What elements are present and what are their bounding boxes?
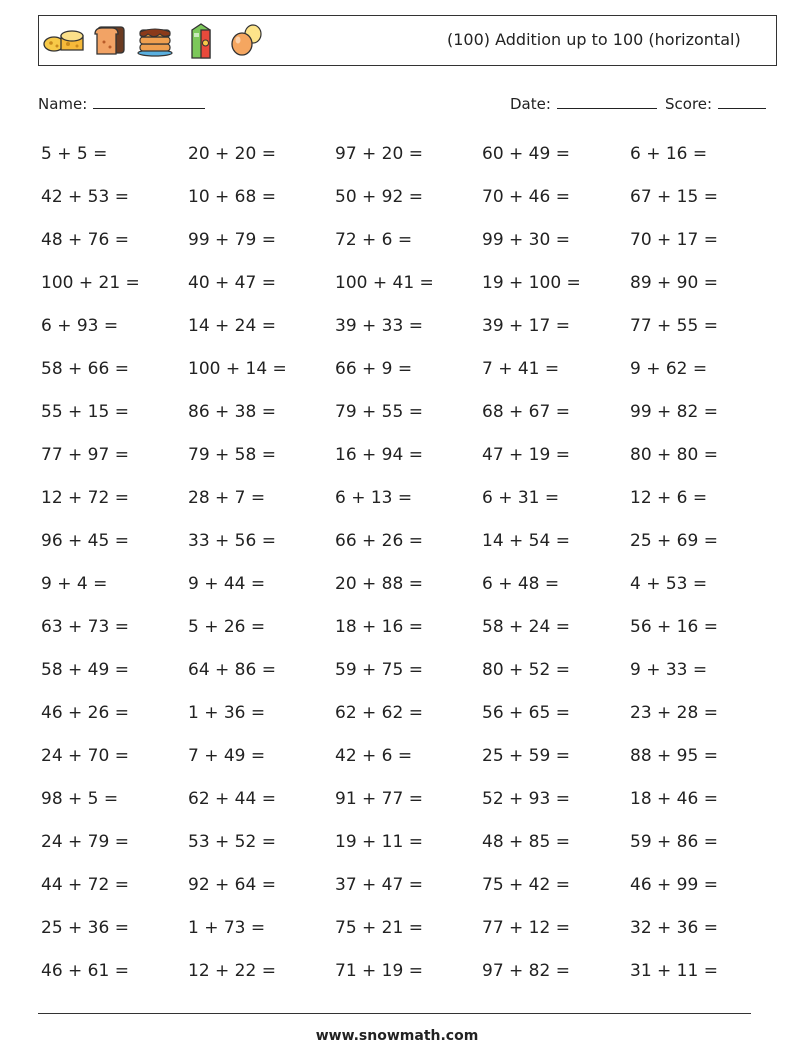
problem-item: 12 + 6 = xyxy=(630,488,708,508)
problem-item: 44 + 72 = xyxy=(41,875,129,895)
egg-icon xyxy=(229,22,265,58)
problem-item: 25 + 69 = xyxy=(630,531,718,551)
problem-item: 58 + 24 = xyxy=(482,617,570,637)
problem-item: 77 + 97 = xyxy=(41,445,129,465)
problem-item: 1 + 73 = xyxy=(188,918,266,938)
problem-item: 6 + 13 = xyxy=(335,488,413,508)
problem-item: 50 + 92 = xyxy=(335,187,423,207)
problem-item: 66 + 9 = xyxy=(335,359,413,379)
problem-item: 18 + 16 = xyxy=(335,617,423,637)
problem-item: 6 + 48 = xyxy=(482,574,560,594)
problem-item: 100 + 41 = xyxy=(335,273,434,293)
problem-item: 58 + 66 = xyxy=(41,359,129,379)
problem-item: 42 + 53 = xyxy=(41,187,129,207)
problem-item: 5 + 5 = xyxy=(41,144,108,164)
problem-item: 75 + 42 = xyxy=(482,875,570,895)
problem-item: 12 + 72 = xyxy=(41,488,129,508)
problem-item: 88 + 95 = xyxy=(630,746,718,766)
problem-item: 64 + 86 = xyxy=(188,660,276,680)
problem-item: 80 + 52 = xyxy=(482,660,570,680)
problem-item: 77 + 12 = xyxy=(482,918,570,938)
problem-item: 10 + 68 = xyxy=(188,187,276,207)
footer-site: www.snowmath.com xyxy=(315,1028,479,1044)
date-field[interactable] xyxy=(510,94,657,113)
problem-item: 71 + 19 = xyxy=(335,961,423,981)
problem-item: 9 + 4 = xyxy=(41,574,108,594)
problem-item: 70 + 46 = xyxy=(482,187,570,207)
problem-item: 39 + 17 = xyxy=(482,316,570,336)
problem-item: 62 + 44 = xyxy=(188,789,276,809)
problem-item: 20 + 20 = xyxy=(188,144,276,164)
problem-item: 20 + 88 = xyxy=(335,574,423,594)
bread-icon xyxy=(92,22,128,58)
problem-item: 37 + 47 = xyxy=(335,875,423,895)
problem-item: 32 + 36 = xyxy=(630,918,718,938)
problem-item: 56 + 16 = xyxy=(630,617,718,637)
name-field[interactable] xyxy=(38,94,205,113)
footer-divider xyxy=(38,1013,751,1014)
problem-item: 25 + 59 = xyxy=(482,746,570,766)
problem-item: 99 + 30 = xyxy=(482,230,570,250)
problem-item: 7 + 41 = xyxy=(482,359,560,379)
problem-item: 72 + 6 = xyxy=(335,230,413,250)
problem-item: 46 + 99 = xyxy=(630,875,718,895)
score-label: Score: xyxy=(665,95,713,113)
problem-item: 67 + 15 = xyxy=(630,187,718,207)
problem-item: 63 + 73 = xyxy=(41,617,129,637)
problem-item: 9 + 33 = xyxy=(630,660,708,680)
problem-item: 28 + 7 = xyxy=(188,488,266,508)
problem-item: 40 + 47 = xyxy=(188,273,276,293)
problem-item: 48 + 85 = xyxy=(482,832,570,852)
problem-item: 16 + 94 = xyxy=(335,445,423,465)
problem-item: 46 + 61 = xyxy=(41,961,129,981)
problem-item: 91 + 77 = xyxy=(335,789,423,809)
problem-item: 18 + 46 = xyxy=(630,789,718,809)
problem-item: 24 + 79 = xyxy=(41,832,129,852)
problem-item: 52 + 93 = xyxy=(482,789,570,809)
problem-item: 12 + 22 = xyxy=(188,961,276,981)
worksheet-title: (100) Addition up to 100 (horizontal) xyxy=(447,30,741,49)
problem-item: 31 + 11 = xyxy=(630,961,718,981)
problem-item: 59 + 75 = xyxy=(335,660,423,680)
problem-item: 9 + 62 = xyxy=(630,359,708,379)
pancake-icon xyxy=(136,22,174,58)
problem-item: 48 + 76 = xyxy=(41,230,129,250)
problem-item: 6 + 16 = xyxy=(630,144,708,164)
problem-item: 55 + 15 = xyxy=(41,402,129,422)
problem-item: 19 + 100 = xyxy=(482,273,581,293)
problem-item: 25 + 36 = xyxy=(41,918,129,938)
problem-item: 56 + 65 = xyxy=(482,703,570,723)
problem-item: 96 + 45 = xyxy=(41,531,129,551)
date-label: Date: xyxy=(510,95,551,113)
problem-item: 39 + 33 = xyxy=(335,316,423,336)
problem-item: 66 + 26 = xyxy=(335,531,423,551)
problem-item: 89 + 90 = xyxy=(630,273,718,293)
problem-item: 97 + 82 = xyxy=(482,961,570,981)
problem-item: 60 + 49 = xyxy=(482,144,570,164)
problem-item: 58 + 49 = xyxy=(41,660,129,680)
problem-item: 70 + 17 = xyxy=(630,230,718,250)
problem-item: 59 + 86 = xyxy=(630,832,718,852)
problem-item: 6 + 31 = xyxy=(482,488,560,508)
problem-item: 97 + 20 = xyxy=(335,144,423,164)
problem-item: 92 + 64 = xyxy=(188,875,276,895)
name-blank[interactable] xyxy=(93,94,205,109)
date-blank[interactable] xyxy=(557,94,657,109)
problem-item: 68 + 67 = xyxy=(482,402,570,422)
problem-item: 6 + 93 = xyxy=(41,316,119,336)
problem-item: 53 + 52 = xyxy=(188,832,276,852)
score-field[interactable] xyxy=(665,94,766,113)
problem-item: 47 + 19 = xyxy=(482,445,570,465)
name-label: Name: xyxy=(38,95,88,113)
problem-item: 9 + 44 = xyxy=(188,574,266,594)
problem-item: 100 + 21 = xyxy=(41,273,140,293)
problem-item: 46 + 26 = xyxy=(41,703,129,723)
problem-item: 4 + 53 = xyxy=(630,574,708,594)
problem-item: 33 + 56 = xyxy=(188,531,276,551)
problem-item: 24 + 70 = xyxy=(41,746,129,766)
problem-item: 86 + 38 = xyxy=(188,402,276,422)
problem-item: 7 + 49 = xyxy=(188,746,266,766)
problem-item: 42 + 6 = xyxy=(335,746,413,766)
problem-item: 19 + 11 = xyxy=(335,832,423,852)
juice-carton-icon xyxy=(187,22,215,60)
problem-item: 77 + 55 = xyxy=(630,316,718,336)
problem-item: 62 + 62 = xyxy=(335,703,423,723)
cheese-icon xyxy=(43,22,85,58)
score-blank[interactable] xyxy=(718,94,766,109)
problem-item: 1 + 36 = xyxy=(188,703,266,723)
problem-item: 79 + 58 = xyxy=(188,445,276,465)
problem-item: 75 + 21 = xyxy=(335,918,423,938)
problem-item: 80 + 80 = xyxy=(630,445,718,465)
problem-item: 5 + 26 = xyxy=(188,617,266,637)
problem-item: 99 + 82 = xyxy=(630,402,718,422)
problem-item: 79 + 55 = xyxy=(335,402,423,422)
problem-item: 14 + 24 = xyxy=(188,316,276,336)
problem-item: 23 + 28 = xyxy=(630,703,718,723)
problem-item: 100 + 14 = xyxy=(188,359,287,379)
problem-item: 98 + 5 = xyxy=(41,789,119,809)
problem-item: 99 + 79 = xyxy=(188,230,276,250)
problem-item: 14 + 54 = xyxy=(482,531,570,551)
